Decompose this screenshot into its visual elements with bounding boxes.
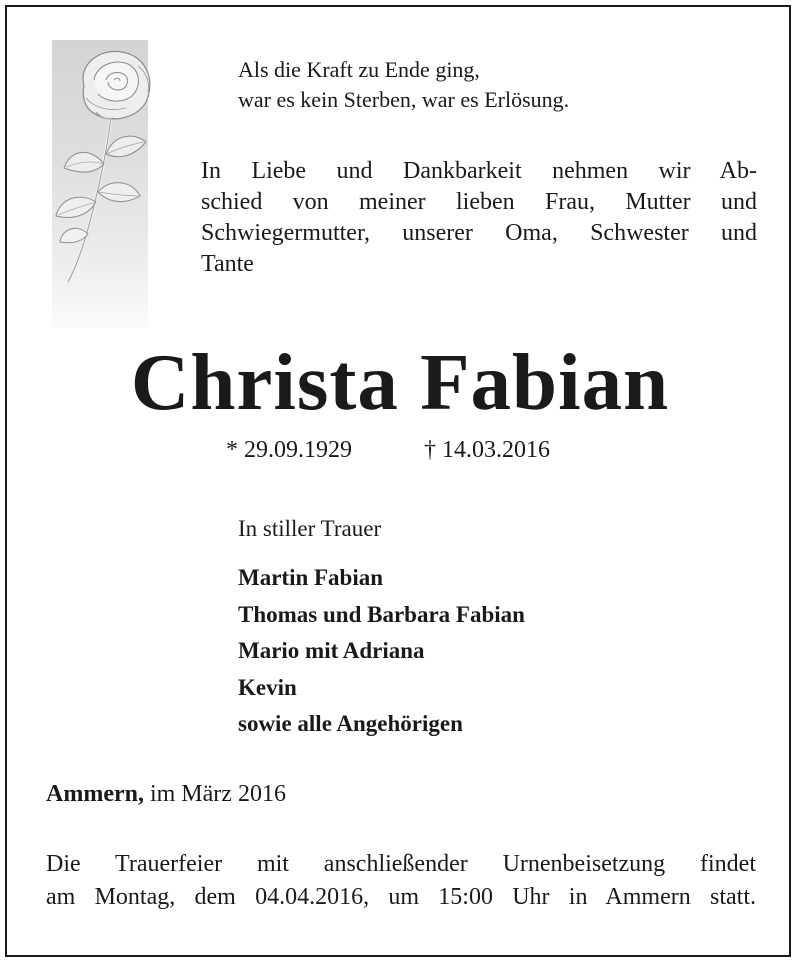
mourner-name: Martin Fabian <box>238 565 384 590</box>
mourner-name: sowie alle Angehörigen <box>238 711 463 736</box>
place-month: im März 2016 <box>143 781 286 807</box>
rose-panel <box>52 40 148 328</box>
verse <box>238 55 569 115</box>
intro-text <box>201 156 757 280</box>
funeral-line: am Montag, dem 04.04.2016, um 15:00 Uhr in Ammern statt. <box>46 884 756 910</box>
mourner-name: Kevin <box>238 674 297 700</box>
mourners-list <box>238 560 525 743</box>
verse-line: Als die Kraft zu Ende ging, <box>238 57 480 82</box>
rose-icon <box>34 46 174 286</box>
mourning-heading: In stiller Trauer <box>238 516 382 541</box>
funeral-info <box>46 848 756 914</box>
funeral-line: Die Trauerfeier mit anschließender Urnenbeisetzung findet <box>46 851 756 877</box>
place-town: Ammern, <box>46 781 144 807</box>
deceased-name: Christa Fabian <box>130 337 670 427</box>
mourner-name: Mario mit Adriana <box>238 638 425 663</box>
intro-line: schied von meiner lieben Frau, Mutter und <box>201 189 757 215</box>
intro-line: Tante <box>201 251 254 277</box>
death-date: † 14.03.2016 <box>424 437 550 463</box>
birth-date: * 29.09.1929 <box>226 437 352 463</box>
place-date <box>46 778 286 810</box>
mourner-name: Thomas und Barbara Fabian <box>238 601 525 627</box>
intro-line: Schwiegermutter, unserer Oma, Schwester und <box>201 220 757 246</box>
intro-line: In Liebe und Dankbarkeit nehmen wir Ab- <box>201 158 757 184</box>
verse-line: war es kein Sterben, war es Erlösung. <box>238 87 570 112</box>
